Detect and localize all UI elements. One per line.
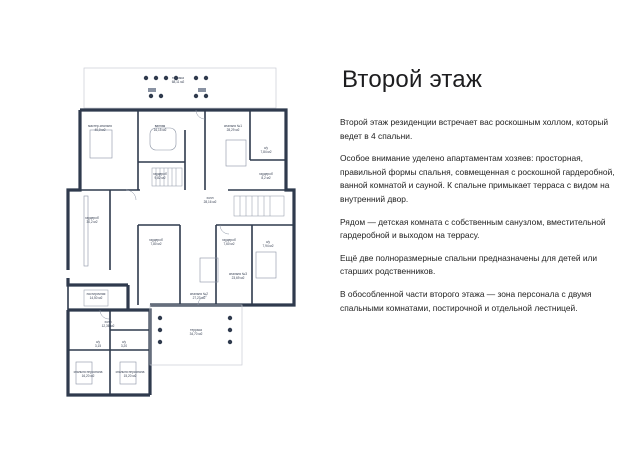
room-label-laundry: постирочная 14,50 м2 — [86, 292, 106, 300]
description-paragraph-3: Рядом — детская комната с собственным санузлом, вместительной гардеробной и выходом на террасу. — [340, 216, 606, 241]
room-label-wardrobe-2: гардероб 9,82 м2 — [153, 172, 167, 180]
room-label-wc-2: с/у 7,94 м2 — [262, 240, 274, 248]
room-label-staff-wc-2: с/у 3,20 — [120, 340, 128, 348]
room-label-wardrobe-3: гардероб 7,80 м2 — [149, 238, 163, 246]
room-label-terrace-bottom: терраса 34,70 м2 — [189, 328, 203, 336]
room-label-wardrobe-master: гардероб 30,2 м2 — [85, 216, 99, 224]
room-label-bedroom-2: спальня №2 27,23 м2 — [189, 292, 209, 300]
room-label-wc-1: с/у 7,84 м2 — [260, 146, 272, 154]
room-label-staff-wc-1: с/у 3,15 — [94, 340, 102, 348]
description-paragraph-2: Особое внимание уделено апартаментам хозяев: просторная, правильной формы спальня, совмещенная с роскошной гардеробной, ванной комнатой и сауной. К спальне примыкает терраса с видом на внутренний двор. — [340, 153, 615, 204]
room-label-bathroom: ванная 16,15 м2 — [153, 124, 167, 132]
room-label-hall: холл 28,16 м2 — [203, 196, 217, 204]
room-label-staff-hall: холл 12,36 м2 — [101, 320, 115, 328]
room-label-wardrobe-1: гардероб 8,2 м2 — [259, 172, 273, 180]
room-label-master-bedroom: мастер-спальня 40,0 м2 — [88, 124, 112, 132]
room-label-wardrobe-4: гардероб 7,60 м2 — [222, 238, 236, 246]
room-label-staff-bedroom-1: спальня персонала 16,20 м2 — [73, 370, 103, 378]
description-paragraph-5: В обособленной части второго этажа — зона персонала с двумя спальными комнатами, постирочной и отдельной лестницей. — [340, 288, 592, 313]
room-label-bedroom-3: спальня №3 23,69 м2 — [228, 272, 248, 280]
room-label-staff-bedroom-2: спальня персонала 15,20 м2 — [115, 370, 145, 378]
description-paragraph-1: Второй этаж резиденции встречает вас роскошным холлом, который ведет в 4 спальни. — [340, 117, 609, 141]
room-label-terrace-top: терраса 68,11 м2 — [171, 76, 185, 84]
room-label-bedroom-1: спальня №1 28,29 м2 — [223, 124, 243, 132]
page-title: Второй этаж — [342, 66, 483, 93]
description-panel — [340, 58, 630, 324]
description-paragraph-4: Ещё две полноразмерные спальни предназначены для детей или старших родственников. — [340, 252, 598, 277]
